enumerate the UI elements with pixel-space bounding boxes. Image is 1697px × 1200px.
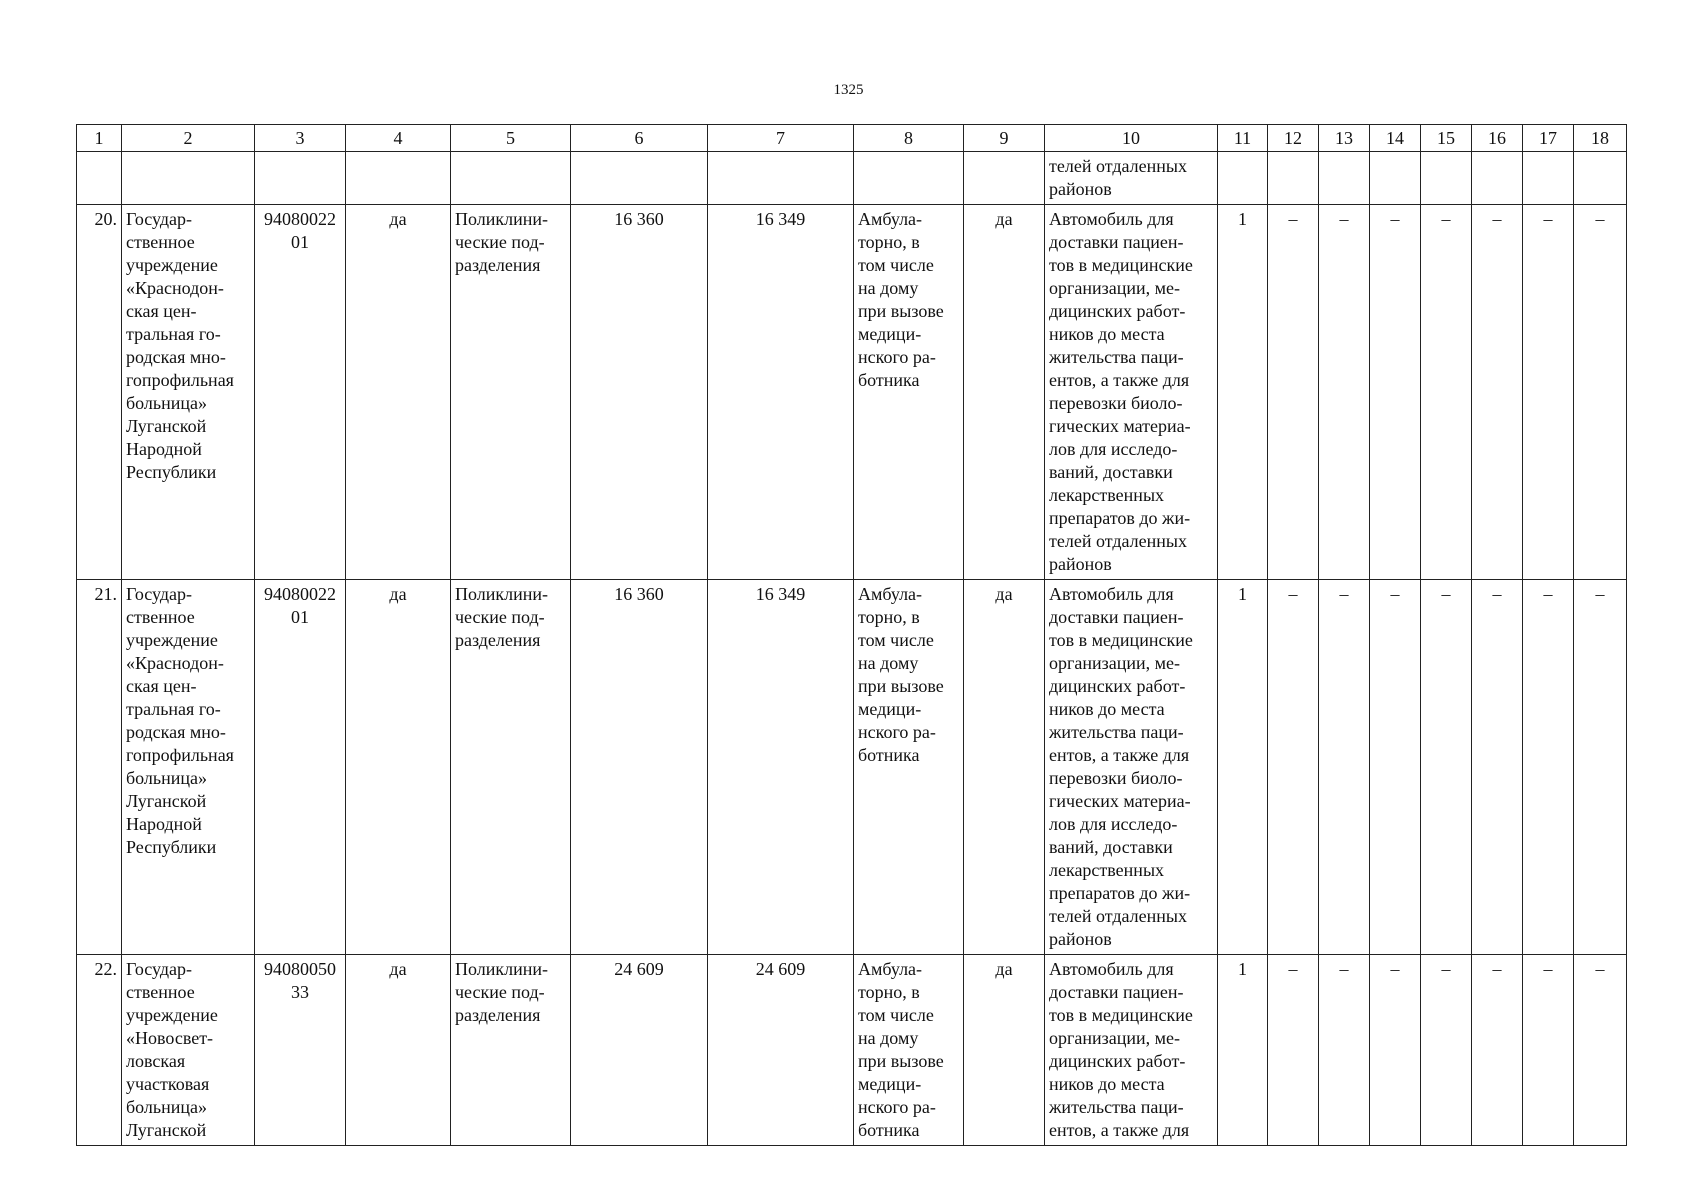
value-cell: 24 609 [571, 955, 708, 1146]
column-header: 6 [571, 125, 708, 152]
column-header: 10 [1045, 125, 1218, 152]
table-row [77, 205, 1627, 580]
dash-cell: – [1319, 580, 1370, 955]
column-header: 13 [1319, 125, 1370, 152]
dash-cell: – [1268, 580, 1319, 955]
dash-cell: – [1268, 955, 1319, 1146]
institution-code: 94080022 01 [255, 205, 346, 580]
dash-cell: – [1370, 955, 1421, 1146]
transport-description: телей отдаленных районов [1045, 152, 1218, 205]
value-cell: 16 349 [708, 580, 854, 955]
row-number: 20. [77, 205, 122, 580]
column-header: 16 [1472, 125, 1523, 152]
dash-cell: – [1472, 955, 1523, 1146]
page-number: 1325 [833, 82, 864, 98]
column-header: 15 [1421, 125, 1472, 152]
column-header: 18 [1574, 125, 1627, 152]
row-number: 21. [77, 580, 122, 955]
table-row [77, 955, 1627, 1146]
dash-cell: – [1523, 580, 1574, 955]
dash-cell: – [1472, 580, 1523, 955]
dash-cell: – [1421, 205, 1472, 580]
dash-cell: – [1370, 580, 1421, 955]
value-cell: 24 609 [708, 955, 854, 1146]
dash-cell: – [1523, 205, 1574, 580]
dash-cell: – [1523, 955, 1574, 1146]
continuation-row [77, 152, 1627, 205]
flag-cell: да [346, 580, 451, 955]
dash-cell: – [1574, 205, 1627, 580]
flag-cell: да [346, 955, 451, 1146]
dash-cell: – [1421, 955, 1472, 1146]
transport-description: Автомобиль для доставки пациен- тов в медицинские организации, ме- дицинских работ- ников до места жительства паци- ентов, а также для перевозки биоло- гических материа- лов для исследо- ваний, доставки лекарственных препаратов до жи- телей отдаленных районов [1045, 205, 1218, 580]
flag-cell: да [964, 205, 1045, 580]
dash-cell: – [1421, 580, 1472, 955]
care-conditions: Амбула- торно, в том числе на дому при вызове медици- нского ра- ботника [854, 205, 964, 580]
care-conditions: Амбула- торно, в том числе на дому при вызове медици- нского ра- ботника [854, 955, 964, 1146]
dash-cell: – [1370, 205, 1421, 580]
institution-name: Государ- ственное учреждение «Краснодон- ская цен- тральная го- родская мно- гопрофильная больница» Луганской Народной Республики [122, 205, 255, 580]
column-header: 3 [255, 125, 346, 152]
value-cell: 16 360 [571, 205, 708, 580]
dash-cell: – [1268, 205, 1319, 580]
count-cell: 1 [1218, 955, 1268, 1146]
table-row [77, 580, 1627, 955]
institution-name: Государ- ственное учреждение «Новосвет- ловская участковая больница» Луганской [122, 955, 255, 1146]
column-number-row [77, 125, 1627, 152]
dash-cell: – [1574, 955, 1627, 1146]
institution-code: 94080022 01 [255, 580, 346, 955]
column-header: 2 [122, 125, 255, 152]
subdivision-type: Поликлини- ческие под- разделения [451, 580, 571, 955]
column-header: 5 [451, 125, 571, 152]
count-cell: 1 [1218, 580, 1268, 955]
data-table [76, 124, 1627, 1146]
row-number: 22. [77, 955, 122, 1146]
column-header: 17 [1523, 125, 1574, 152]
column-header: 8 [854, 125, 964, 152]
flag-cell: да [346, 205, 451, 580]
dash-cell: – [1319, 205, 1370, 580]
column-header: 9 [964, 125, 1045, 152]
subdivision-type: Поликлини- ческие под- разделения [451, 955, 571, 1146]
column-header: 11 [1218, 125, 1268, 152]
column-header: 7 [708, 125, 854, 152]
flag-cell: да [964, 955, 1045, 1146]
column-header: 1 [77, 125, 122, 152]
dash-cell: – [1472, 205, 1523, 580]
institution-code: 94080050 33 [255, 955, 346, 1146]
column-header: 14 [1370, 125, 1421, 152]
value-cell: 16 360 [571, 580, 708, 955]
dash-cell: – [1319, 955, 1370, 1146]
care-conditions: Амбула- торно, в том числе на дому при вызове медици- нского ра- ботника [854, 580, 964, 955]
transport-description: Автомобиль для доставки пациен- тов в медицинские организации, ме- дицинских работ- ников до места жительства паци- ентов, а также для [1045, 955, 1218, 1146]
institution-name: Государ- ственное учреждение «Краснодон- ская цен- тральная го- родская мно- гопрофильная больница» Луганской Народной Республики [122, 580, 255, 955]
column-header: 4 [346, 125, 451, 152]
value-cell: 16 349 [708, 205, 854, 580]
transport-description: Автомобиль для доставки пациен- тов в медицинские организации, ме- дицинских работ- ников до места жительства паци- ентов, а также для перевозки биоло- гических материа- лов для исследо- ваний, доставки лекарственных препаратов до жи- телей отдаленных районов [1045, 580, 1218, 955]
subdivision-type: Поликлини- ческие под- разделения [451, 205, 571, 580]
flag-cell: да [964, 580, 1045, 955]
column-header: 12 [1268, 125, 1319, 152]
count-cell: 1 [1218, 205, 1268, 580]
dash-cell: – [1574, 580, 1627, 955]
